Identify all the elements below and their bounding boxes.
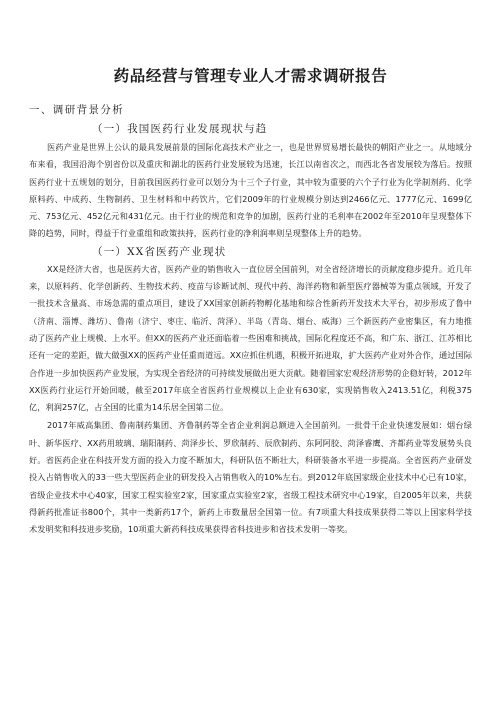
document-title: 药品经营与管理专业人才需求调研报告 — [113, 67, 388, 85]
subsection-heading-province-status: （一）XX省医药产业现状 — [92, 245, 227, 258]
subsection-heading-industry-status: （一）我国医药行业发展现状与趋 — [92, 123, 268, 135]
paragraph-industry-overview: 医药产业是世界上公认的最具发展前景的国际化高技术产业之一，也是世界贸易增长最快的朝阳产业之一。从地域分布来看，我国沿海个别省份以及重庆和湖北的医药行业发展较为迅速，长江以南省次之，而西北各省发展较为落后。按照医药行业十五规划的划分，目前我国医药行业可以划分为十三个子行业，其中较为重要的六个子行业为化学制剂药、化学原料药、中成药、生物制药、卫生材料和中药饮片，它们2009年的行业规模分别达到2466亿元、1777亿元、1699亿元、753亿元、452亿元和431亿元。由于行业的规范和竞争的加剧，医药行业的毛利率在2002年至2010年呈现整体下降的趋势，同时，得益于行业重组和政策扶持，医药行业的净利润率则呈现整体上升的趋势。 — [29, 142, 472, 239]
paragraph-leading-enterprises: 2017年威高集团、鲁南制药集团、齐鲁制药等全省企业利润总额进入全国前列。一批骨干企业快速发展如：烟台绿叶、新华医疗、XX药用玻璃、瑞阳制药、菏泽步长、罗欣制药、辰欣制药、东阿阿胶、菏泽睿鹰、齐都药业等发展势头良好。省医药企业在科技开发方面的投入力度不断加大，科研队伍不断壮大，科研装备水平进一步提高。全省医药产业研发投入占销售收入的33一些大型医药企业的研发投入占销售收入的10%左右。到2012年底国家级企业技术中心已有10家，省级企业技术中心40家，国家工程实验室2家，国家重点实验室2家，省级工程技术研究中心19家，自2005年以来，共获得新药批准证书800个，其中一类新药17个，新药上市数量居全国第一位。有7项重大科技成果获得二等以上国家科学技术发明奖和科技进步奖励，10项重大新药科技成果获得省科技进步和省技术发明一等奖。 — [29, 420, 472, 535]
paragraph-province-industry: XX是经济大省，也是医药大省，医药产业的销售收入一直位居全国前列，对全省经济增长的贡献度稳步提升。近几年来，以原料药、化学创新药、生物技术药、疫苗与诊断试剂、现代中药、海洋药物和新型医疗器械等为重点领域，开发了一批技术含量高、市场急需的重点项目，建设了XX国家创新药物孵化基地和综合性新药开发技术大平台，初步形成了鲁中（济南、淄博、潍坊）、鲁南（济宁、枣庄、临沂、菏泽）、半岛（青岛、烟台、威海）三个新医药产业密集区，有力地推动了医药产业上规模、上水平。但XX的医药产业还面临着一些困难和挑战，国际化程度还不高，和广东、浙江、江苏相比还有一定的差距，做大做强XX的医药产业任重而道远。XX应抓住机遇，积极开拓进取，扩大医药产业对外合作，通过国际合作进一步加快医药产业发展，为实现全省经济的可持续发展做出更大贡献。随着国家宏观经济形势的企稳好转，2012年XX医药行业运行开始回暖，截至2017年底全省医药行业规模以上企业有630家，实现销售收入2413.51亿，利税375亿，利润257亿，占全国的比重为14乐居全国第二位。 — [29, 263, 472, 413]
section-heading-background: 一、调研背景分析 — [29, 104, 125, 116]
